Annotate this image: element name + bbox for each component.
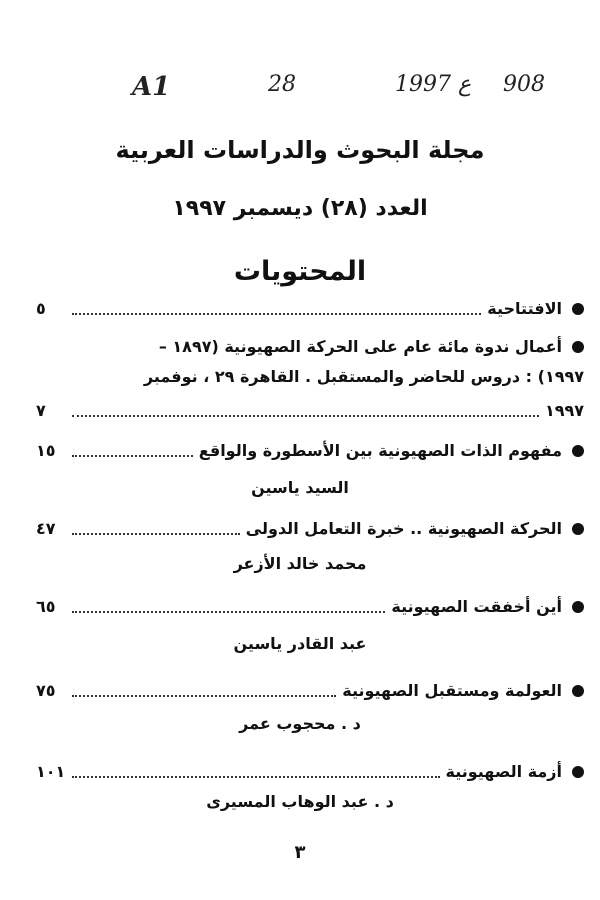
dot-leader — [72, 611, 385, 613]
toc-page-number: ٦٥ — [36, 597, 56, 616]
toc-page-number: ٥ — [36, 299, 46, 318]
bullet-icon — [572, 766, 584, 778]
dot-leader — [72, 533, 240, 535]
toc-page-number: ٧ — [36, 401, 46, 420]
handwritten-note-c: ع 1997 — [395, 72, 472, 97]
toc-entry-line-1: أعمال ندوة مائة عام على الحركة الصهيونية (١٨٩٧ – — [158, 337, 562, 356]
bullet-icon — [572, 685, 584, 697]
dot-leader — [72, 415, 539, 417]
toc-entry-globalization — [36, 676, 584, 706]
bullet-icon — [572, 601, 584, 613]
toc-page-number: ٤٧ — [36, 519, 56, 538]
toc-entry-title: الافتتاحية — [487, 299, 562, 318]
toc-entry-line-3: ١٩٩٧ — [544, 401, 584, 420]
handwritten-note-b: 28 — [268, 72, 296, 97]
page-number: ٣ — [294, 842, 306, 863]
author-name: السيد ياسين — [251, 478, 349, 497]
toc-entry-international — [36, 514, 584, 544]
dot-leader — [72, 455, 193, 457]
handwritten-note-d: 908 — [503, 72, 545, 97]
toc-entry-title: مفهوم الذات الصهيونية بين الأسطورة والواقع — [198, 441, 562, 460]
toc-entry-line-2: ١٩٩٧) : دروس للحاضر والمستقبل . القاهرة ٢٩ ، نوفمبر — [143, 367, 584, 386]
author-name: عبد القادر ياسين — [233, 634, 367, 653]
journal-title: مجلة البحوث والدراسات العربية — [115, 136, 485, 164]
dot-leader — [72, 776, 440, 778]
dot-leader — [72, 313, 481, 315]
dot-leader — [72, 695, 336, 697]
toc-page-number: ١٥ — [36, 441, 56, 460]
contents-heading: المحتويات — [233, 256, 367, 287]
toc-entry-symposium-line3 — [36, 396, 584, 426]
bullet-icon — [572, 445, 584, 457]
toc-entry-editorial — [36, 294, 584, 324]
toc-entry-zionist-self — [36, 436, 584, 466]
author-name: د . عبد الوهاب المسيرى — [206, 792, 394, 811]
toc-page-number: ٧٥ — [36, 681, 56, 700]
toc-entry-symposium-line2 — [36, 362, 584, 392]
toc-entry-title: الحركة الصهيونية .. خبرة التعامل الدولى — [245, 519, 562, 538]
toc-entry-title: أين أخفقت الصهيونية — [391, 597, 562, 616]
toc-entry-failure — [36, 592, 584, 622]
issue-title: العدد (٢٨) ديسمبر ١٩٩٧ — [172, 196, 428, 221]
toc-page-number: ١٠١ — [36, 762, 66, 781]
toc-entry-title: العولمة ومستقبل الصهيونية — [342, 681, 562, 700]
toc-entry-title: أزمة الصهيونية — [445, 762, 562, 781]
bullet-icon — [572, 303, 584, 315]
bullet-icon — [572, 341, 584, 353]
toc-entry-crisis — [36, 757, 584, 787]
author-name: د . محجوب عمر — [239, 714, 361, 733]
handwritten-note-a: A1 — [132, 72, 171, 102]
bullet-icon — [572, 523, 584, 535]
author-name: محمد خالد الأزعر — [233, 554, 367, 573]
toc-entry-symposium — [36, 332, 584, 362]
